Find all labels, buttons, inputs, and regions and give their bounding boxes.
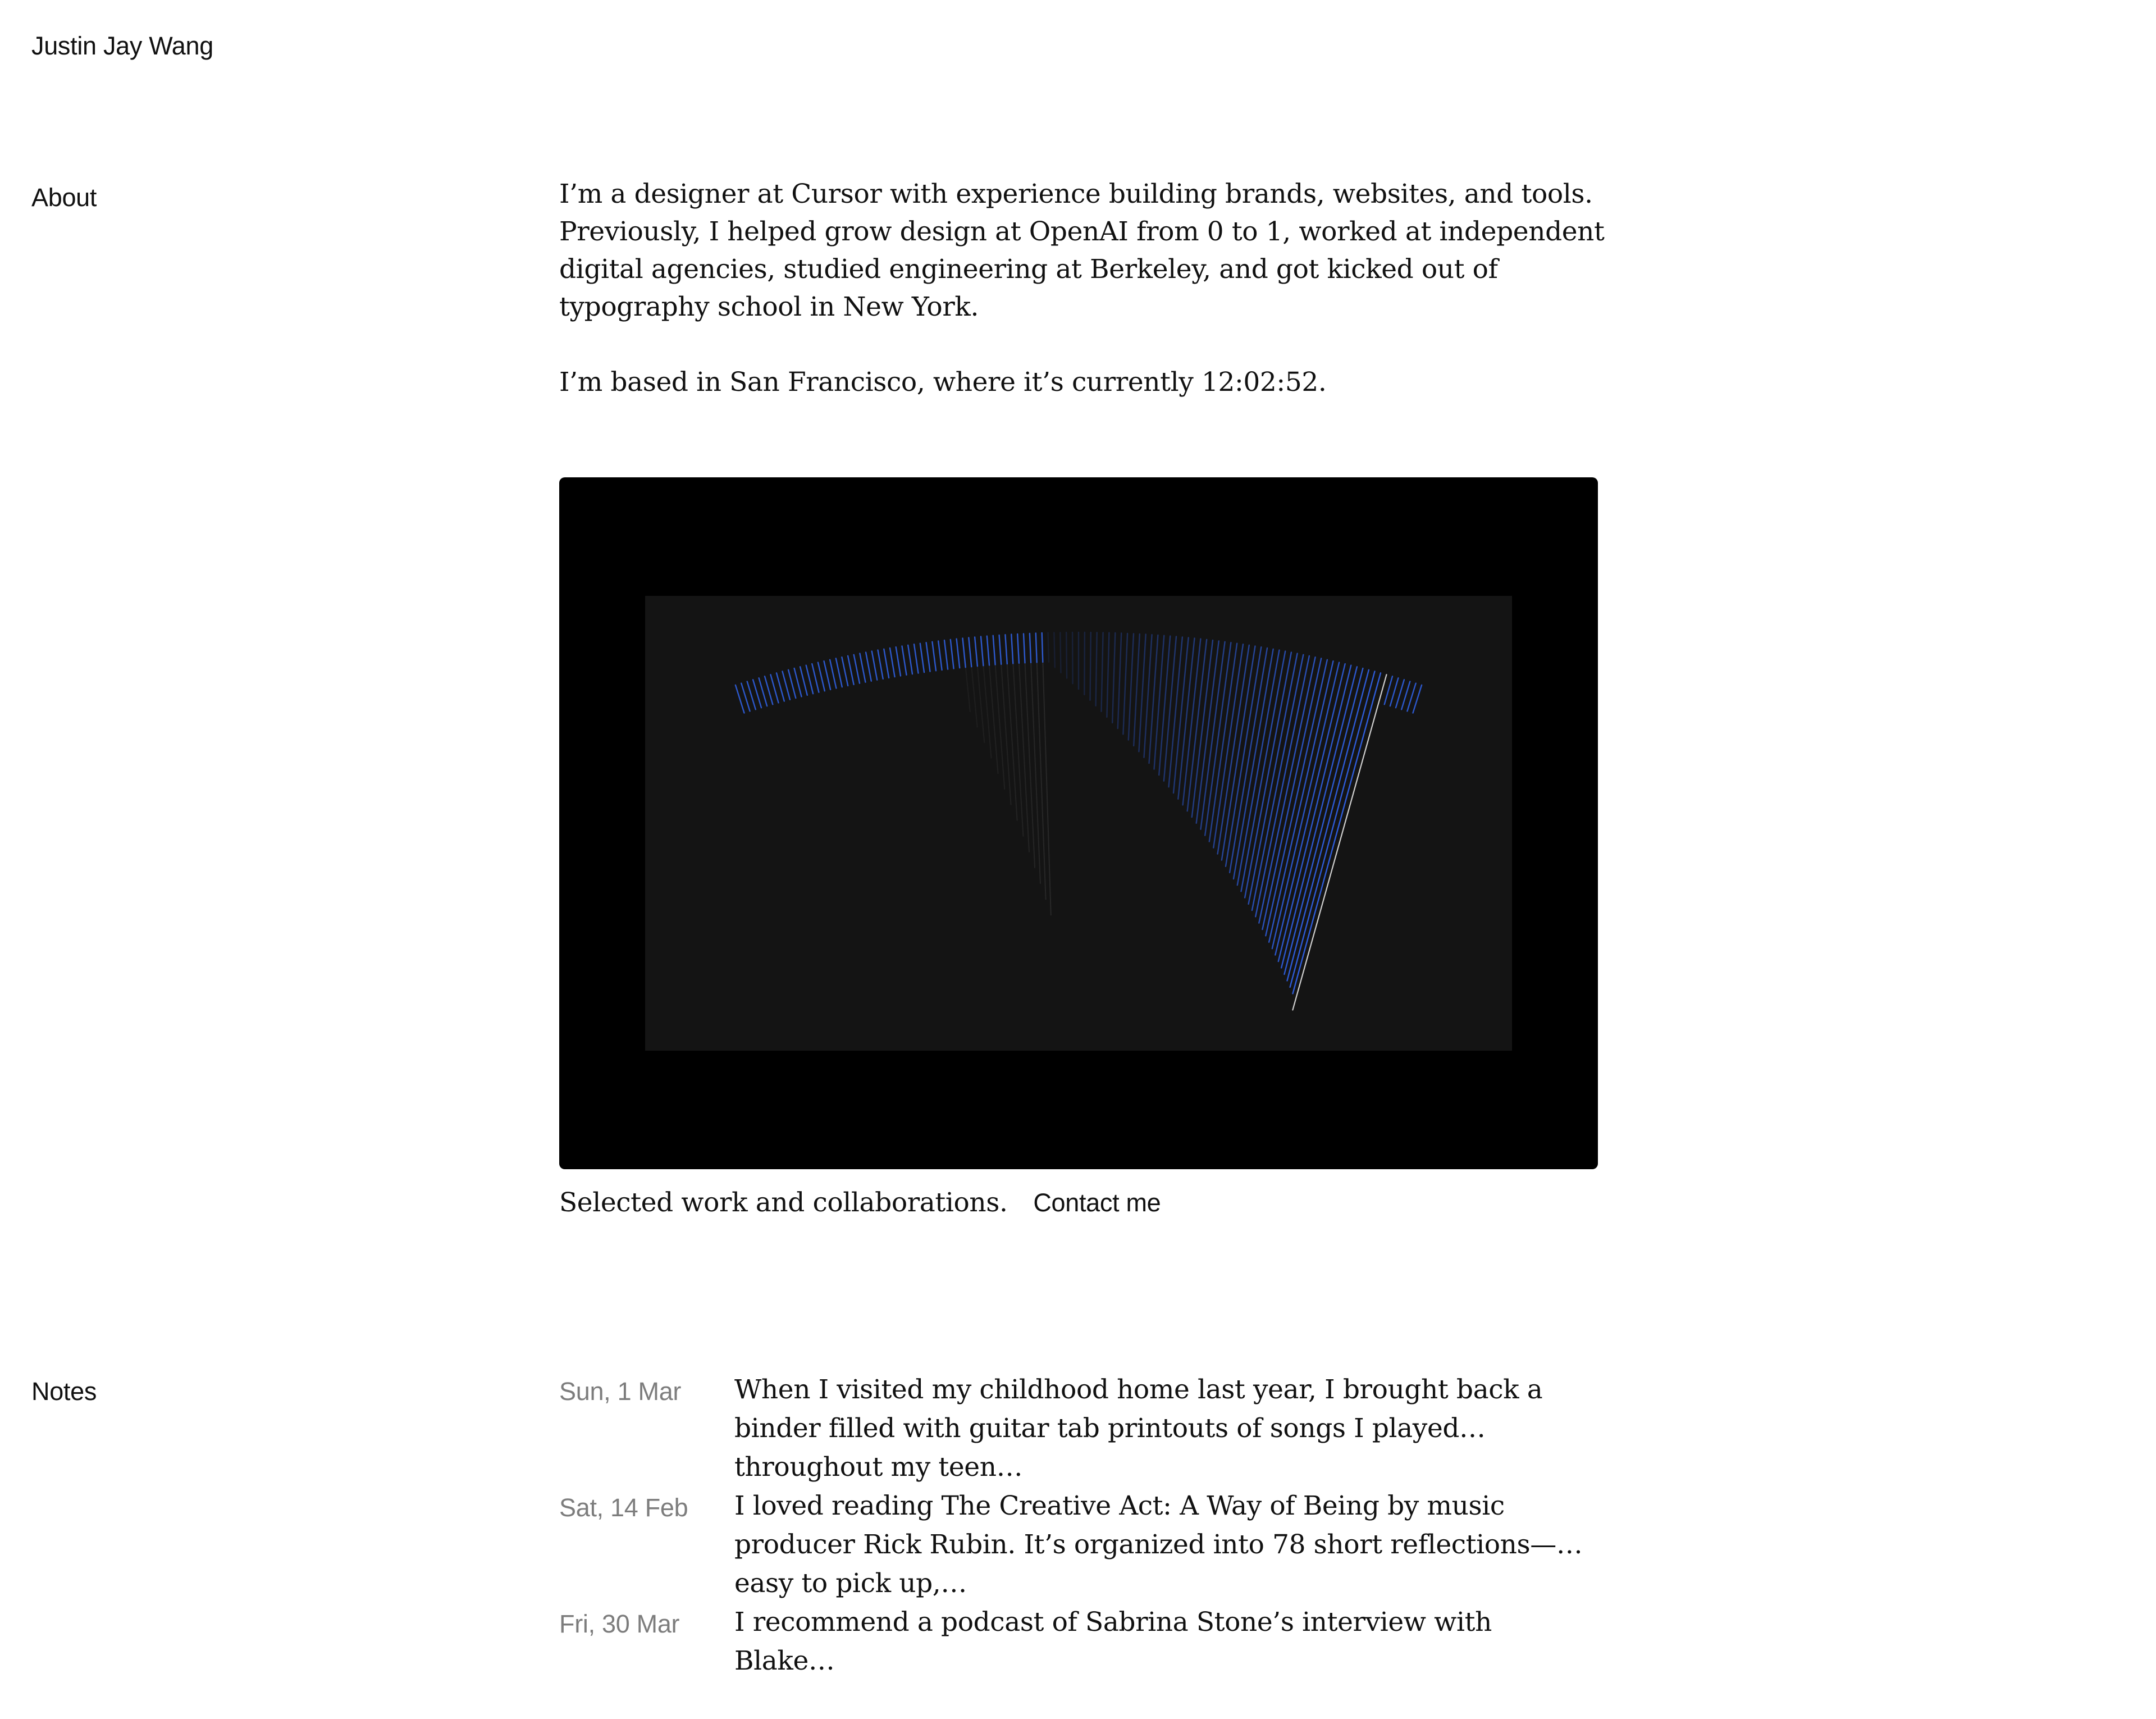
visualization-line — [1084, 632, 1085, 695]
visualization-line — [1102, 633, 1103, 712]
about-paragraph-location: I’m based in San Francisco, where it’s currently 12:02:52. — [559, 367, 1327, 398]
visualization-ghost-line — [1042, 633, 1051, 915]
visualization-line — [969, 637, 971, 667]
visualization-line — [848, 656, 854, 685]
visualization-line — [957, 639, 960, 668]
visualization-line — [890, 648, 895, 677]
work-showcase-video[interactable] — [559, 477, 1598, 1169]
note-item[interactable] — [559, 1487, 1598, 1603]
visualization-line — [836, 658, 842, 687]
visualization-line — [1139, 635, 1145, 752]
about-text — [559, 175, 1615, 401]
visualization-ghost-line — [1036, 633, 1046, 900]
visualization-line — [830, 660, 836, 688]
visualization-line — [981, 637, 983, 666]
visualization-line — [1234, 649, 1273, 879]
visualization-ghost-line — [1017, 634, 1029, 852]
notes-section-label: Notes — [31, 1377, 97, 1406]
note-date: Sat, 14 Feb — [559, 1493, 688, 1522]
visualization-line — [1060, 632, 1061, 673]
visualization-line — [771, 674, 779, 703]
visualization-line — [1066, 632, 1067, 678]
visualization-line — [1036, 633, 1037, 662]
visualization-line — [1129, 633, 1134, 740]
visualization-line — [1159, 636, 1170, 776]
visualization-line — [1192, 640, 1213, 817]
visualization-line — [914, 644, 919, 673]
note-item[interactable] — [559, 1370, 1598, 1487]
visualization-line — [1017, 634, 1019, 663]
note-excerpt: When I visited my childhood home last year, I brought back a binder filled with guitar tab printouts of songs I played throughout my teen… — [734, 1374, 1543, 1483]
visualization-line — [902, 646, 907, 675]
visualization-line — [1042, 633, 1043, 662]
contact-me-link[interactable]: Contact me — [1033, 1188, 1161, 1217]
visualization-line — [975, 637, 977, 666]
visualization-line — [993, 636, 995, 665]
visualization-line — [842, 657, 848, 686]
site-name-link[interactable]: Justin Jay Wang — [31, 31, 213, 60]
visualization-ghost-line — [1030, 633, 1040, 884]
visualization-ghost-line — [1024, 633, 1035, 868]
visualization-line — [1164, 637, 1176, 781]
visualization-line — [878, 650, 883, 679]
visualization-line — [1090, 632, 1091, 700]
visualization-line — [818, 663, 825, 691]
visualization-line — [1123, 633, 1127, 734]
visualization-line — [872, 651, 877, 680]
visualization-line — [794, 668, 802, 696]
visualization-line — [1072, 632, 1073, 683]
visualization-line — [1154, 636, 1164, 769]
visualization-line — [788, 670, 796, 698]
visualization-line — [932, 642, 936, 671]
note-excerpt: I loved reading The Creative Act: A Way of Being by music producer Rick Rubin. It’s organized into 78 short reflections—easy to pick up,… — [734, 1490, 1556, 1599]
note-item[interactable] — [559, 1603, 1598, 1719]
visualization-line — [812, 664, 819, 692]
visualization-ghost-line — [1011, 635, 1023, 837]
caption-row — [559, 1184, 1161, 1222]
visualization-line — [806, 665, 813, 694]
visualization-line — [1112, 633, 1115, 723]
visualization-line — [920, 644, 924, 673]
visualization-line — [1287, 670, 1369, 981]
note-excerpt: I recommend a podcast of Sabrina Stone’s interview with Blake… — [734, 1607, 1492, 1676]
visualization-line — [776, 673, 784, 701]
visualization-line — [1187, 640, 1207, 811]
visualization-line — [1048, 633, 1049, 662]
visualization-line — [944, 640, 948, 669]
about-paragraph-intro: I’m a designer at Cursor with experience building brands, websites, and tools. Previously, I helped grow design at OpenAI from 0 to 1, worked at independent digital agencies, studied engineering at Berkeley, and got kicked out of typography school in New York. — [559, 179, 1605, 322]
visualization-line — [783, 672, 791, 700]
visualization-line — [1118, 633, 1121, 728]
notes-list — [559, 1370, 1598, 1719]
visualization-line — [854, 655, 860, 683]
visualization-line — [938, 641, 942, 670]
work-caption: Selected work and collaborations. — [559, 1187, 1008, 1218]
visualization-line — [1005, 635, 1007, 664]
note-date: Fri, 30 Mar — [559, 1609, 680, 1638]
visualization-line — [963, 639, 966, 668]
visualization-line — [896, 647, 901, 676]
visualization-line — [1030, 633, 1031, 663]
visualization-line — [1024, 633, 1025, 663]
visualization-line — [1134, 634, 1140, 746]
visualization-line — [1107, 633, 1109, 717]
visualization-line — [866, 653, 871, 681]
visualization-line — [860, 654, 865, 682]
note-date: Sun, 1 Mar — [559, 1377, 682, 1406]
visualization-frame — [645, 596, 1512, 1051]
visualization-line — [987, 636, 989, 665]
visualization-line — [1209, 644, 1237, 842]
visualization-line — [1255, 656, 1309, 917]
about-section-label: About — [31, 183, 97, 212]
visualization-line — [1201, 642, 1225, 829]
visualization-line — [1096, 632, 1097, 706]
visualization-line — [951, 640, 954, 669]
visualization-line — [999, 635, 1002, 664]
visualization-line — [884, 649, 889, 678]
visualization-line — [824, 661, 831, 690]
visualization-line — [1278, 665, 1351, 961]
arc-lines-visualization — [645, 596, 1512, 1051]
visualization-line — [908, 645, 912, 674]
visualization-line — [1011, 635, 1013, 664]
visualization-line — [926, 642, 930, 672]
visualization-line — [800, 667, 807, 695]
